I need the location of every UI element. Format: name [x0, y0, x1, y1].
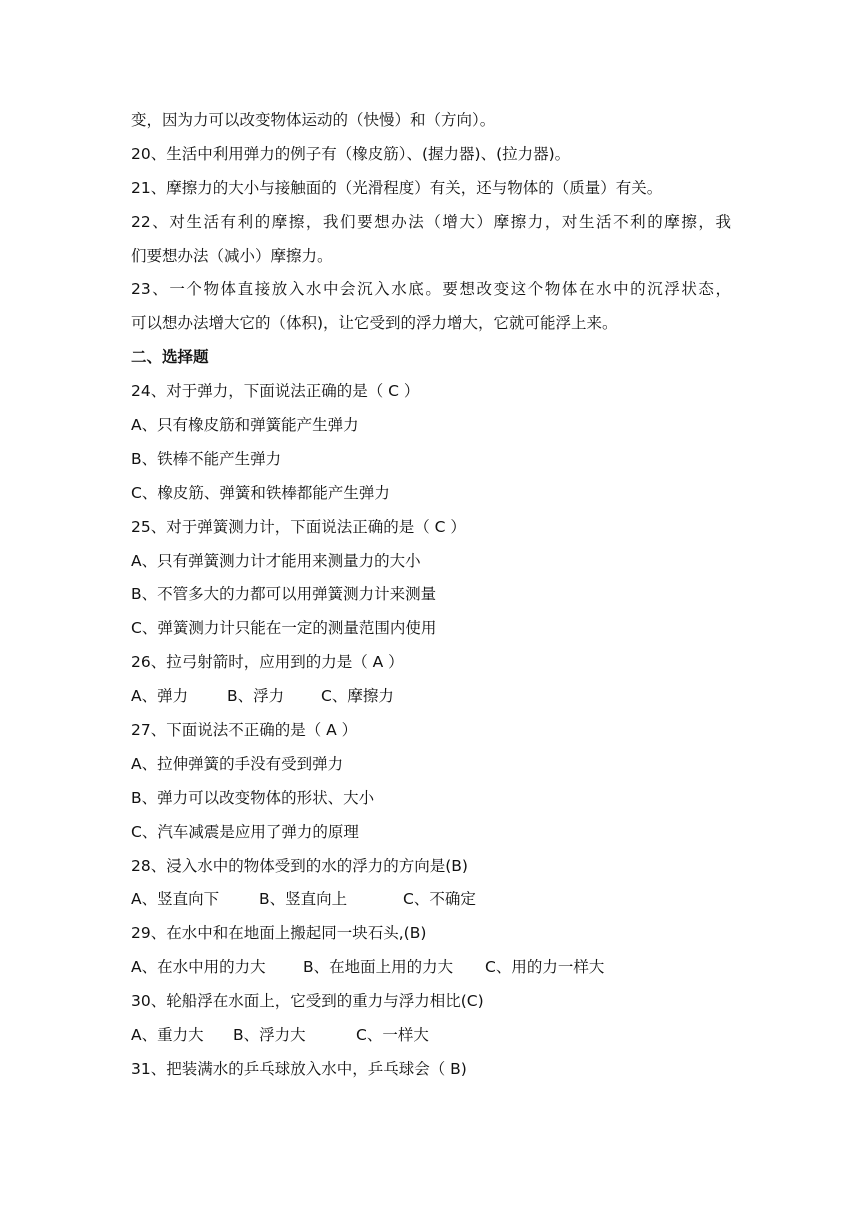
fill-in-question-21: 21、摩擦力的大小与接触面的（光滑程度）有关，还与物体的（质量）有关。 [131, 178, 663, 197]
question-28-option-a: A、竖直向下 [131, 890, 220, 909]
question-28: 28、浸入水中的物体受到的水的浮力的方向是(B) [131, 856, 468, 875]
question-26: 26、拉弓射箭时，应用到的力是（ A ） [131, 653, 404, 672]
question-29-option-c: C、用的力一样大 [485, 958, 605, 977]
fill-in-question-23-cont: 可以想办法增大它的（体积)，让它受到的浮力增大，它就可能浮上来。 [131, 314, 618, 333]
fill-in-question-22-cont: 们要想办法（减小）摩擦力。 [131, 246, 333, 265]
question-27: 27、下面说法不正确的是（ A ） [131, 721, 358, 740]
fill-in-question-22: 22、对生活有利的摩擦，我们要想办法（增大）摩擦力，对生活不利的摩擦，我 [131, 212, 731, 231]
question-25-option-b: B、不管多大的力都可以用弹簧测力计来测量 [131, 585, 437, 604]
question-29: 29、在水中和在地面上搬起同一块石头,(B) [131, 924, 427, 943]
question-28-options [131, 883, 731, 917]
question-27-option-b: B、弹力可以改变物体的形状、大小 [131, 788, 375, 807]
question-24-option-c: C、橡皮筋、弹簧和铁棒都能产生弹力 [131, 483, 390, 502]
question-27-option-a: A、拉伸弹簧的手没有受到弹力 [131, 754, 344, 773]
question-27-option-c: C、汽车减震是应用了弹力的原理 [131, 822, 359, 841]
question-29-option-b: B、在地面上用的力大 [303, 958, 454, 977]
question-28-option-b: B、竖直向上 [259, 890, 348, 909]
question-30-option-c: C、一样大 [356, 1026, 429, 1045]
section-title-choice: 二、选择题 [131, 348, 209, 367]
fill-in-question-23: 23、一个物体直接放入水中会沉入水底。要想改变这个物体在水中的沉浮状态， [131, 280, 731, 299]
question-26-options [131, 680, 731, 714]
question-30-option-a: A、重力大 [131, 1026, 204, 1045]
question-25: 25、对于弹簧测力计，下面说法正确的是（ C ） [131, 517, 466, 536]
question-25-option-a: A、只有弹簧测力计才能用来测量力的大小 [131, 551, 421, 570]
question-26-option-c: C、摩擦力 [321, 687, 394, 706]
question-24-option-a: A、只有橡皮筋和弹簧能产生弹力 [131, 416, 359, 435]
question-24: 24、对于弹力，下面说法正确的是（ C ） [131, 382, 420, 401]
question-29-options [131, 951, 731, 985]
question-24-option-b: B、铁棒不能产生弹力 [131, 449, 282, 468]
document-content [131, 104, 731, 1087]
question-28-option-c: C、不确定 [403, 890, 476, 909]
question-26-option-b: B、浮力 [227, 687, 285, 706]
question-31: 31、把装满水的乒乓球放入水中，乒乓球会（ B) [131, 1059, 467, 1078]
question-30: 30、轮船浮在水面上，它受到的重力与浮力相比(C) [131, 992, 484, 1011]
question-29-option-a: A、在水中用的力大 [131, 958, 266, 977]
question-26-option-a: A、弹力 [131, 687, 189, 706]
fill-in-line-19-cont: 变，因为力可以改变物体运动的（快慢）和（方向）。 [131, 111, 496, 129]
fill-in-question-20: 20、生活中利用弹力的例子有（橡皮筋）、(握力器)、(拉力器)。 [131, 144, 571, 163]
question-30-options [131, 1019, 731, 1053]
question-25-option-c: C、弹簧测力计只能在一定的测量范围内使用 [131, 619, 437, 638]
question-30-option-b: B、浮力大 [233, 1026, 306, 1045]
